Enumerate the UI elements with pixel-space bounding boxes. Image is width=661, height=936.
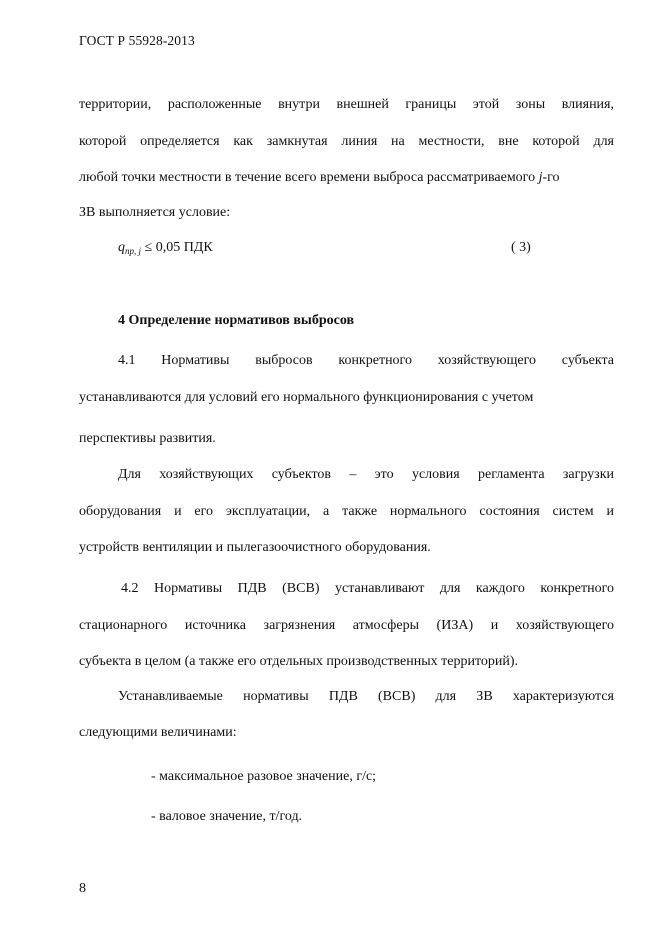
para-values-line-1: Устанавливаемые нормативы ПДВ (ВСВ) для ЗВ характеризуются [118, 689, 614, 704]
para-4-1-line-2: устанавливаются для условий его нормального функционирования с учетом [79, 390, 534, 405]
formula-number: ( 3) [511, 240, 531, 255]
section-heading: 4 Определение нормативов выбросов [118, 313, 355, 328]
para-4-1-line-1: 4.1 Нормативы выбросов конкретного хозяйствующего субъекта [118, 353, 614, 368]
bullet-max-single: - максимальное разовое значение, г/с; [151, 769, 377, 784]
para-entities-line-3: устройств вентиляции и пылегазоочистного оборудования. [79, 540, 431, 555]
formula-q: q [118, 240, 125, 255]
intro-line-1: территории, расположенные внутри внешней границы этой зоны влияния, [79, 97, 614, 112]
para-4-2-line-3: субъекта в целом (а также его отдельных производственных территорий). [79, 654, 519, 669]
intro-j-variable: j [538, 170, 543, 185]
intro-line-3-text: любой точки местности в течение всего времени выброса рассматриваемого [79, 170, 536, 185]
intro-line-3 [79, 170, 614, 186]
intro-line-4: ЗВ выполняется условие: [79, 205, 231, 220]
para-values-line-2: следующими величинами: [79, 725, 237, 740]
standard-header: ГОСТ Р 55928-2013 [79, 33, 195, 48]
para-4-2-line-2: стационарного источника загрязнения атмосферы (ИЗА) и хозяйствующего [79, 618, 614, 633]
intro-j-suffix: -го [542, 170, 560, 185]
para-4-2-line-1: 4.2 Нормативы ПДВ (ВСВ) устанавливают для каждого конкретного [121, 581, 614, 596]
formula-3 [118, 240, 213, 256]
page-number: 8 [79, 881, 86, 896]
bullet-gross: - валовое значение, т/год. [151, 809, 303, 824]
para-entities-line-2: оборудования и его эксплуатации, а также нормального состояния систем и [79, 504, 614, 519]
para-entities-line-1: Для хозяйствующих субъектов – это условия регламента загрузки [118, 467, 614, 482]
intro-line-2: которой определяется как замкнутая линия на местности, вне которой для [79, 134, 614, 149]
formula-subscript: пр, j [125, 246, 142, 256]
formula-rest: ≤ 0,05 ПДК [144, 240, 213, 255]
para-4-1-line-3: перспективы развития. [79, 431, 216, 446]
